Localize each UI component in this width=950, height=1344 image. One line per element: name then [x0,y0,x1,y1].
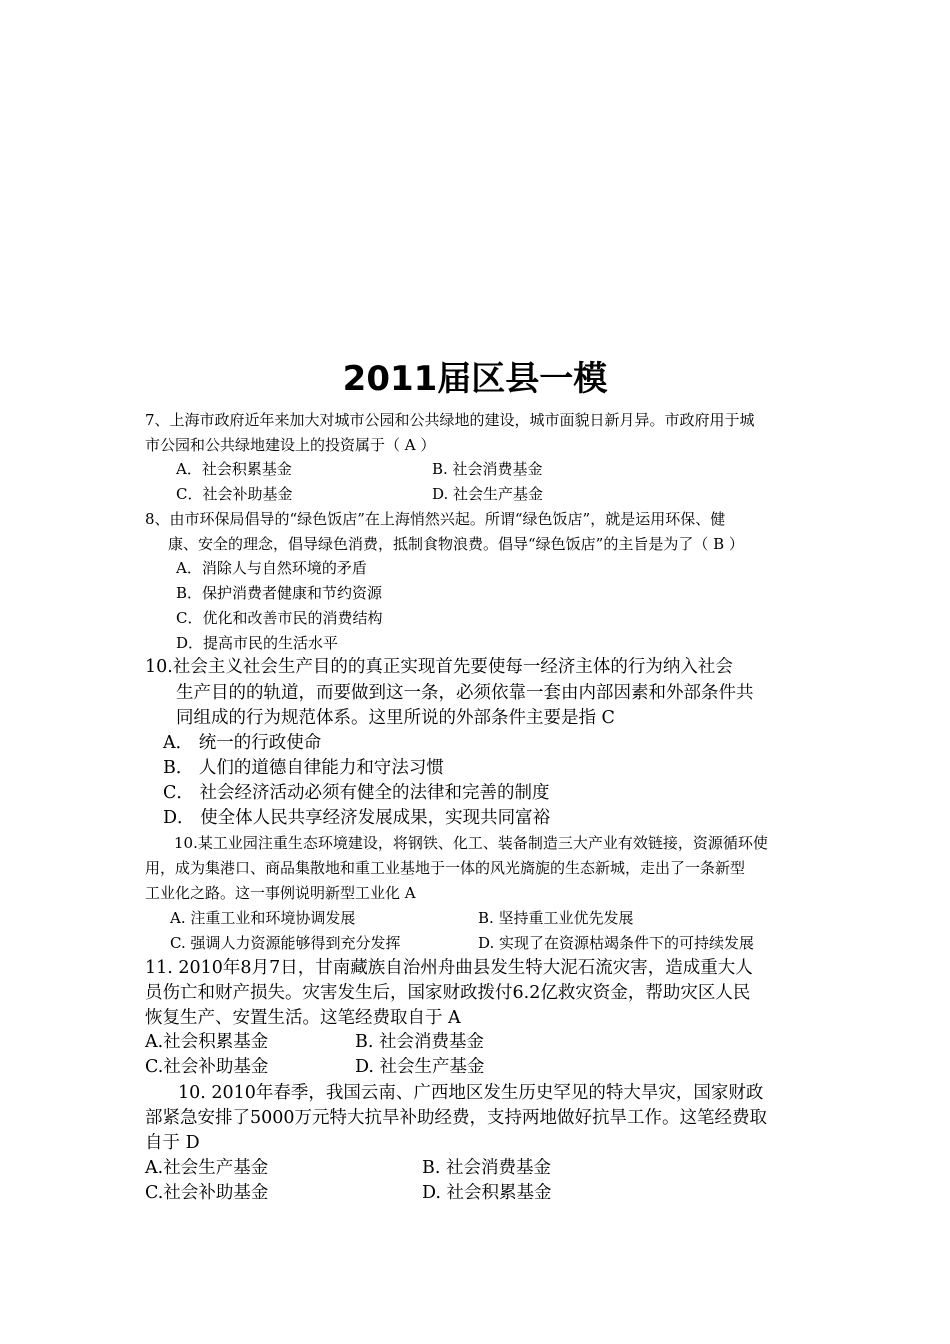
q11-option-c: C.社会补助基金 [145,1057,269,1077]
q10a-stem-line3: 同组成的行为规范体系。这里所说的外部条件主要是指 C [176,708,615,728]
q10c-stem-line2: 部紧急安排了5000万元特大抗旱补助经费，支持两地做好抗旱工作。这笔经费取 [145,1108,768,1128]
q10c-option-b: B. 社会消费基金 [422,1158,551,1178]
q7-option-a: A．社会积累基金 [176,460,292,478]
page-title: 2011届区县一模 [342,359,608,399]
q10b-option-c: C. 强调人力资源能够得到充分发挥 [170,934,401,952]
q8-option-b: B．保护消费者健康和节约资源 [176,584,383,602]
q10c-stem-line3: 自于 D [145,1133,200,1153]
q10c-option-a: A.社会生产基金 [145,1158,269,1178]
q11-option-a: A.社会积累基金 [145,1032,269,1052]
q10b-stem-line2: 用，成为集港口、商品集散地和重工业基地于一体的风光旖旎的生态新城，走出了一条新型 [145,859,746,877]
q7-option-b: B. 社会消费基金 [432,460,543,478]
q11-stem-line1: 11. 2010年8月7日，甘南藏族自治州舟曲县发生特大泥石流灾害，造成重大人 [145,958,753,978]
q7-stem-line1: 7、上海市政府近年来加大对城市公园和公共绿地的建设，城市面貌日新月异。市政府用于城 [145,411,755,429]
q10a-stem-line2: 生产目的的轨道，而要做到这一条，必须依靠一套由内部因素和外部条件共 [176,683,754,703]
q7-stem-line2: 市公园和公共绿地建设上的投资属于（ A ） [145,436,436,454]
q10b-stem-line1: 10.某工业园注重生态环境建设，将钢铁、化工、装备制造三大产业有效链接，资源循环使 [174,834,768,852]
q10b-option-b: B. 坚持重工业优先发展 [478,909,634,927]
q8-option-a: A．消除人与自然环境的矛盾 [176,559,367,577]
q11-stem-line3: 恢复生产、安置生活。这笔经费取自于 A [145,1008,461,1028]
q10b-option-d: D. 实现了在资源枯竭条件下的可持续发展 [478,934,755,952]
q8-stem-line1: 8、由市环保局倡导的“绿色饭店”在上海悄然兴起。所谓“绿色饭店”，就是运用环保、健 [145,510,726,528]
q11-option-b: B. 社会消费基金 [355,1032,484,1052]
q10b-stem-line3: 工业化之路。这一事例说明新型工业化 A [145,884,416,902]
q11-stem-line2: 员伤亡和财产损失。灾害发生后，国家财政拨付6.2亿救灾资金，帮助灾区人民 [145,983,751,1003]
q10c-option-d: D. 社会积累基金 [422,1183,552,1203]
q8-option-d: D．提高市民的生活水平 [176,634,339,652]
q7-option-d: D. 社会生产基金 [432,485,544,503]
q10a-option-d: D． 使全体人民共享经济发展成果，实现共同富裕 [163,808,551,828]
q10a-stem-line1: 10.社会主义社会生产目的的真正实现首先要使每一经济主体的行为纳入社会 [145,657,733,677]
q10c-stem-line1: 10. 2010年春季，我国云南、广西地区发生历史罕见的特大旱灾，国家财政 [178,1083,764,1103]
q10c-option-c: C.社会补助基金 [145,1183,269,1203]
q8-option-c: C．优化和改善市民的消费结构 [176,609,383,627]
q10b-option-a: A. 注重工业和环境协调发展 [170,909,356,927]
q10a-option-a: A． 统一的行政使命 [163,733,322,753]
q8-stem-line2: 康、安全的理念，倡导绿色消费，抵制食物浪费。倡导“绿色饭店”的主旨是为了（ B ） [168,535,744,553]
q10a-option-b: B． 人们的道德自律能力和守法习惯 [163,758,444,778]
q7-option-c: C．社会补助基金 [176,485,293,503]
q10a-option-c: C． 社会经济活动必须有健全的法律和完善的制度 [163,783,550,803]
q11-option-d: D. 社会生产基金 [355,1057,485,1077]
